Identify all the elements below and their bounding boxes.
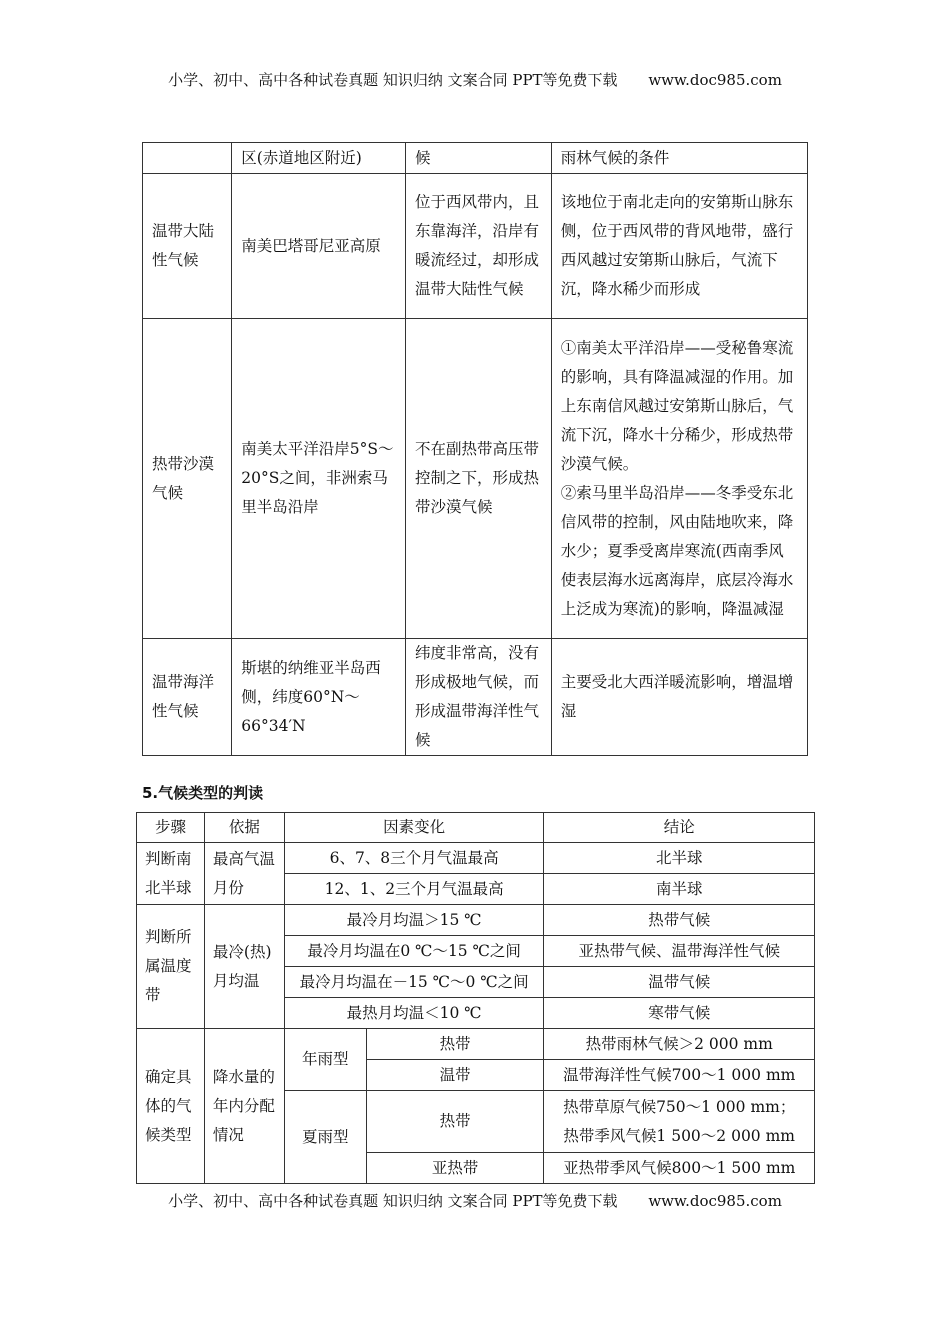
rain-type-cell: 年雨型 [284,1029,366,1091]
factor-cell: 12、1、2三个月气温最高 [284,874,544,905]
table-row [143,639,808,756]
factor-cell: 最冷月均温在0 ℃～15 ℃之间 [284,936,544,967]
table-cell: 南美巴塔哥尼亚高原 [232,174,406,319]
reason-paragraph: ②索马里半岛沿岸——冬季受东北信风带的控制，风由陆地吹来，降水少；夏季受离岸寒流(西南季风使表层海水远离海岸，底层冷海水上泛成为寒流)的影响，降温减湿 [560,483,794,618]
result-line: 热带季风气候1 500～2 000 mm [563,1126,795,1145]
header-cell: 因素变化 [284,813,544,843]
factor-cell: 最冷月均温在－15 ℃～0 ℃之间 [284,967,544,998]
table-cell [143,143,232,174]
table-row [137,905,815,936]
zone-cell: 温带 [366,1060,544,1091]
zone-cell: 热带 [366,1029,544,1060]
basis-cell: 最高气温月份 [204,843,284,905]
table-cell: 不在副热带高压带控制之下，形成热带沙漠气候 [406,319,552,639]
table-cell: 区(赤道地区附近) [232,143,406,174]
factor-cell: 最热月均温＜10 ℃ [284,998,544,1029]
climate-judgement-table [136,812,815,1184]
header-text: 小学、初中、高中各种试卷真题 知识归纳 文案合同 PPT等免费下载 [168,71,618,89]
table-cell: 候 [406,143,552,174]
table-row [143,319,808,639]
table-cell: 纬度非常高，没有形成极地气候，而形成温带海洋性气候 [406,639,552,756]
table-cell: 位于西风带内，且东靠海洋，沿岸有暖流经过，却形成温带大陆性气候 [406,174,552,319]
section-title: 5.气候类型的判读 [142,784,264,802]
result-cell: 亚热带气候、温带海洋性气候 [544,936,815,967]
zone-cell: 热带 [366,1091,544,1153]
table-cell: 该地位于南北走向的安第斯山脉东侧，位于西风带的背风地带，盛行西风越过安第斯山脉后，气流下沉，降水稀少而形成 [551,174,807,319]
reason-paragraph: ①南美太平洋沿岸——受秘鲁寒流的影响，具有降温减湿的作用。加上东南信风越过安第斯山脉后，气流下沉，降水十分稀少，形成热带沙漠气候。 [560,338,794,473]
table-cell: 斯堪的纳维亚半岛西侧，纬度60°N～66°34′N [232,639,406,756]
footer-site-link[interactable]: www.doc985.com [648,1192,782,1210]
page-footer [0,1190,950,1211]
table-cell: 南美太平洋沿岸5°S～20°S之间，非洲索马里半岛沿岸 [232,319,406,639]
result-cell: 亚热带季风气候800～1 500 mm [544,1153,815,1184]
result-line: 热带草原气候750～1 000 mm； [563,1097,796,1116]
table-cell: 主要受北大西洋暖流影响，增温增湿 [551,639,807,756]
result-cell: 热带气候 [544,905,815,936]
table-cell: 热带沙漠气候 [143,319,232,639]
basis-cell: 最冷(热)月均温 [204,905,284,1029]
basis-cell: 降水量的年内分配情况 [204,1029,284,1184]
factor-cell: 最冷月均温＞15 ℃ [284,905,544,936]
step-cell: 判断南北半球 [137,843,205,905]
table-cell: 雨林气候的条件 [551,143,807,174]
table-row [137,843,815,874]
zone-cell: 亚热带 [366,1153,544,1184]
table-row [143,143,808,174]
step-cell: 确定具体的气候类型 [137,1029,205,1184]
result-cell: 寒带气候 [544,998,815,1029]
page-header [0,69,950,90]
table-cell [551,319,807,639]
header-site-link[interactable]: www.doc985.com [648,71,782,89]
step-cell: 判断所属温度带 [137,905,205,1029]
header-cell: 结论 [544,813,815,843]
table-cell: 温带海洋性气候 [143,639,232,756]
table-header-row [137,813,815,843]
table-row [137,1029,815,1060]
footer-text: 小学、初中、高中各种试卷真题 知识归纳 文案合同 PPT等免费下载 [168,1192,618,1210]
result-cell [544,1091,815,1153]
result-cell: 北半球 [544,843,815,874]
header-cell: 步骤 [137,813,205,843]
table-row [143,174,808,319]
header-cell: 依据 [204,813,284,843]
result-cell: 温带气候 [544,967,815,998]
table-cell: 温带大陆性气候 [143,174,232,319]
result-cell: 温带海洋性气候700～1 000 mm [544,1060,815,1091]
result-cell: 南半球 [544,874,815,905]
rain-type-cell: 夏雨型 [284,1091,366,1184]
result-cell: 热带雨林气候＞2 000 mm [544,1029,815,1060]
factor-cell: 6、7、8三个月气温最高 [284,843,544,874]
climate-anomaly-table [142,142,808,756]
